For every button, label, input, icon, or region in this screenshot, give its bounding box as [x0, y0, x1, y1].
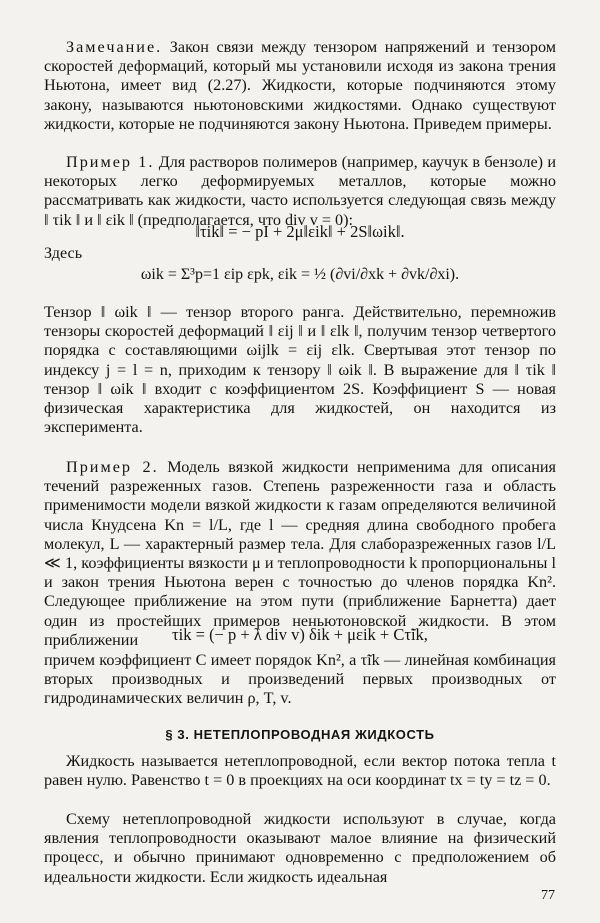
paragraph-remark — [44, 38, 556, 134]
remark-label: Замечание. — [66, 38, 163, 56]
coefficient-c-text: причем коэффициент C имеет порядок Kn², а τ̃ik — линейная комбинация вторых производных и произведений первых производных от гидродинамических величин ρ, T, v. — [44, 651, 556, 708]
paragraph-example-1 — [44, 153, 556, 230]
formula-burnett — [44, 625, 556, 645]
formula-burnett-text: τik = (− p + λ div v) δik + μεik + Cτ̃ik, — [172, 625, 428, 644]
here-label: Здесь — [44, 244, 83, 262]
formula-omega — [44, 266, 556, 284]
example-2-label: Пример 2. — [66, 458, 159, 476]
tensor-rank-text: Тензор ‖ ωik ‖ — тензор второго ранга. Действительно, перемножив тензоры скоростей деформаций ‖ εij ‖ и ‖ εlk ‖, получим тензор четвертого порядка с составляющими ωijlk = εij εlk. Свертывая этот тензор по индексу j = l = n, приходим к тензору ‖ ωik ‖. В выражение для ‖ τik ‖ тензор ‖ ωik ‖ входит с коэффициентом 2S. Коэффициент S — новая физическая характеристика для жидкостей, он находится из эксперимента. — [44, 303, 556, 437]
example-2-text: Модель вязкой жидкости неприменима для описания течений разреженных газов. Степень разреженности газа и область применимости модели вязкой жидкости к газам определяются величиной числа Кнудсена Kn = l/L, где l — средняя длина свободного пробега молекул, L — характерный размер тела. Для слаборазреженных газов l/L ≪ 1, коэффициенты вязкости μ и теплопроводности k пропорциональны l и закон трения Ньютона верен с точностью до членов порядка Kn². Следующее приближение на этом пути (приближение Барнетта) дает один из простейших примеров неньютоновской жидкости. В этом приближении — [44, 458, 556, 649]
here-line — [44, 244, 556, 263]
remark-text: Закон связи между тензором напряжений и тензором скоростей деформаций, который мы установили исходя из закона трения Ньютона, имеет вид (2.27). Жидкости, которые подчиняются этому закону, называются ньютоновскими жидкостями. Однако существуют жидкости, которые не подчиняются закону Ньютона. Приведем примеры. — [44, 38, 556, 133]
paragraph-definition — [44, 752, 556, 790]
scheme-text: Схему нетеплопроводной жидкости используют в случае, когда явления теплопроводности оказывают малое влияние на физический процесс, и обычно принимают одновременно с предположением об идеальности жидкости. Если жидкость идеальная — [44, 810, 556, 886]
example-1-label: Пример 1. — [66, 153, 155, 171]
formula-stress-tensor-text: ‖τik‖ = − pI + 2μ‖εik‖ + 2S‖ωik‖. — [195, 222, 405, 241]
formula-omega-text: ωik = Σ³p=1 εip εpk, εik = ½ (∂vi/∂xk + ∂vk/∂xi). — [140, 266, 460, 283]
paragraph-scheme — [44, 810, 556, 887]
page-number: 77 — [541, 888, 555, 903]
example-1-text: Для растворов полимеров (например, каучук в бензоле) и некоторых легко деформируемых металлов, которые можно рассматривать как жидкости, часто используется следующая связь между ‖ τik ‖ и ‖ εik ‖ (предполагается, что div v = 0): — [44, 153, 556, 229]
paragraph-coefficient-c — [44, 651, 556, 709]
definition-text: Жидкость называется нетеплопроводной, если вектор потока тепла t равен нулю. Равенство t = 0 в проекциях на оси координат tx = ty = tz = 0. — [44, 752, 556, 790]
section-heading: § 3. НЕТЕПЛОПРОВОДНАЯ ЖИДКОСТЬ — [165, 727, 435, 742]
paragraph-example-2 — [44, 458, 556, 650]
paragraph-tensor-rank — [44, 303, 556, 437]
formula-stress-tensor — [44, 222, 556, 242]
